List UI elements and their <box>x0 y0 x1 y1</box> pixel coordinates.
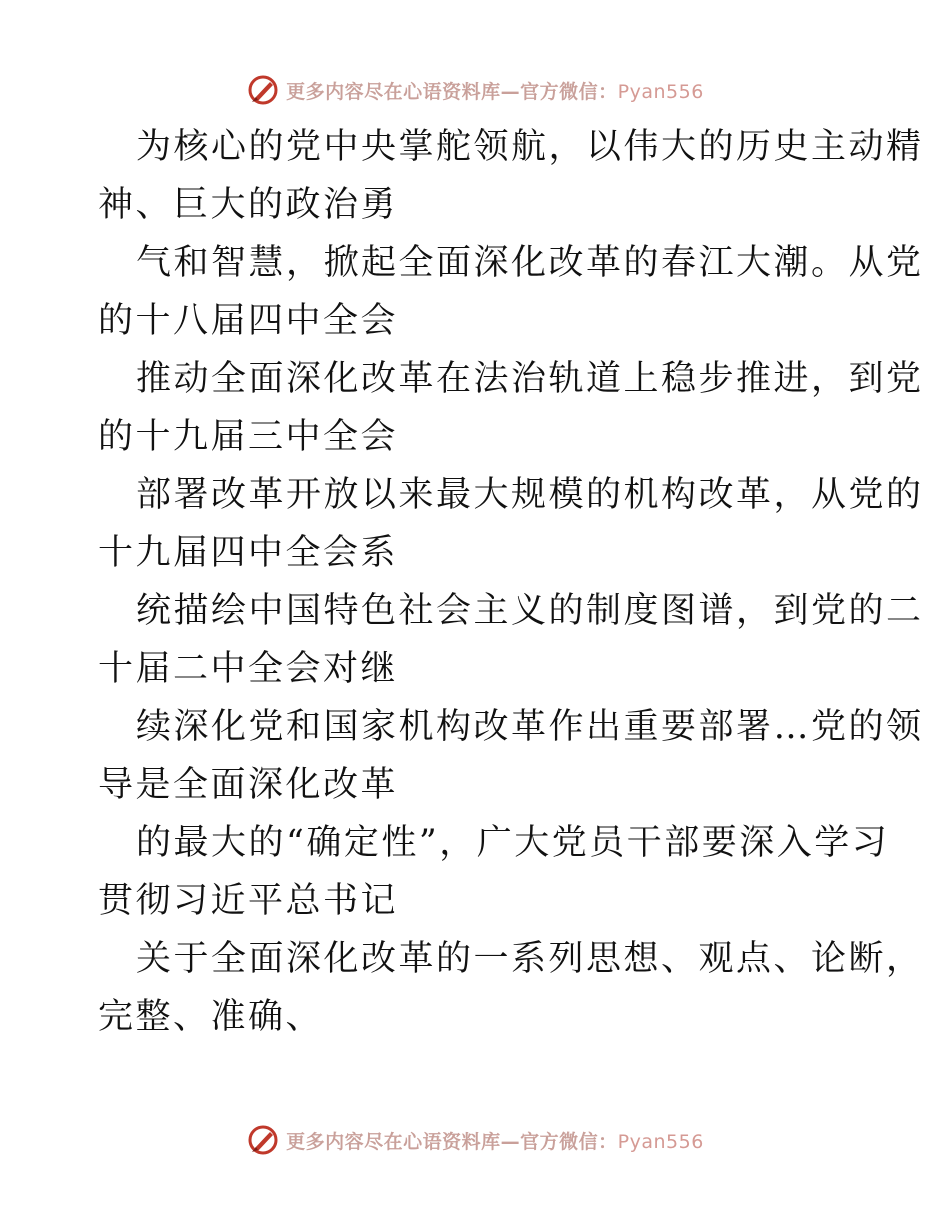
text-line: 的十八届四中全会 <box>98 301 399 341</box>
text-line: 神、巨大的政治勇 <box>98 185 399 225</box>
text-line: 部署改革开放以来最大规模的机构改革，从党的 <box>136 475 924 515</box>
text-line: 十届二中全会对继 <box>98 649 399 689</box>
text-line: 为核心的党中央掌舵领航，以伟大的历史主动精 <box>136 127 924 167</box>
pen-logo-icon <box>246 73 280 107</box>
text-line: 导是全面深化改革 <box>98 765 399 805</box>
text-line: 完整、准确、 <box>98 997 324 1037</box>
text-line: 续深化党和国家机构改革作出重要部署…党的领 <box>136 707 924 747</box>
document-body <box>98 118 924 1046</box>
text-line: 贯彻习近平总书记 <box>98 881 399 921</box>
text-line: 的十九届三中全会 <box>98 417 399 457</box>
header-watermark <box>0 70 950 110</box>
text-line: 气和智慧，掀起全面深化改革的春江大潮。从党 <box>136 243 924 283</box>
text-line: 的最大的“确定性”，广大党员干部要深入学习 <box>136 823 890 863</box>
text-line: 统描绘中国特色社会主义的制度图谱，到党的二 <box>136 591 924 631</box>
watermark-text: 更多内容尽在心语资料库—官方微信：Pyan556 <box>286 1130 704 1153</box>
watermark-wechat-id: Pyan556 <box>617 1130 704 1153</box>
text-line: 关于全面深化改革的一系列思想、观点、论断， <box>136 939 924 979</box>
pen-logo-icon <box>246 1123 280 1157</box>
watermark-wechat-id: Pyan556 <box>617 80 704 103</box>
footer-watermark <box>0 1120 950 1160</box>
watermark-text: 更多内容尽在心语资料库—官方微信：Pyan556 <box>286 80 704 103</box>
text-line: 十九届四中全会系 <box>98 533 399 573</box>
text-line: 推动全面深化改革在法治轨道上稳步推进，到党 <box>136 359 924 399</box>
